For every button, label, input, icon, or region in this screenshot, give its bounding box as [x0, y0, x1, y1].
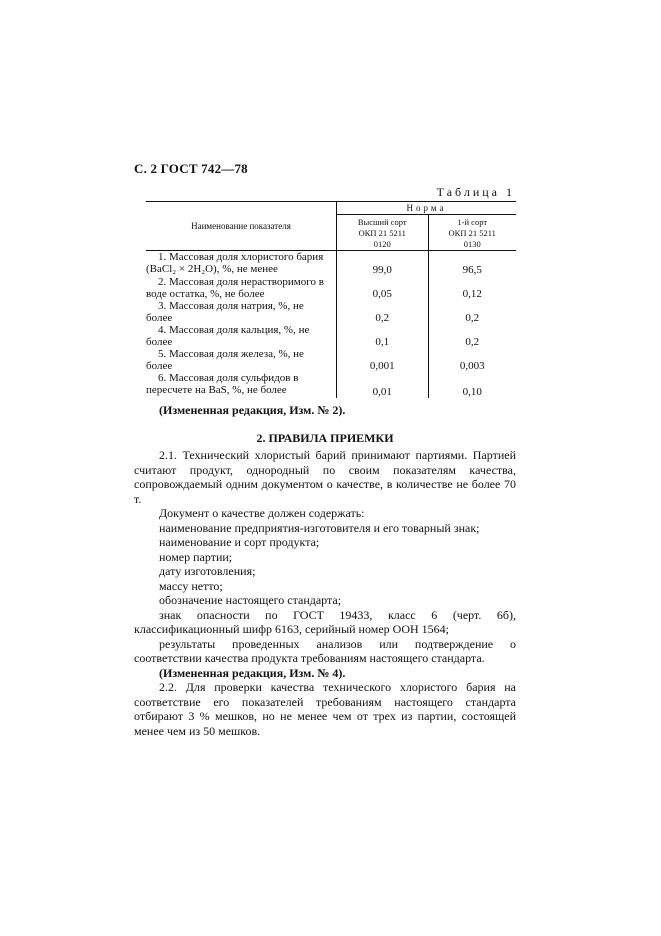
row-value-sort2: 96,5	[462, 263, 482, 276]
list-item: результаты проведенных анализов или подтверждение о соответствии качества продукта требованиям настоящего стандарта.	[134, 636, 516, 665]
list-item: знак опасности по ГОСТ 19433, класс 6 (черт. 6б), классификационный шифр 6163, серийный номер ООН 1564;	[134, 607, 516, 636]
row-value-sort1: 0,01	[337, 372, 429, 398]
row-value-sort1: 0,1	[337, 324, 429, 348]
col-header-norma: Норма	[337, 202, 517, 215]
list-item: наименование предприятия-изготовителя и его товарный знак;	[159, 520, 480, 535]
row-value-sort2: 0,12	[462, 287, 482, 300]
list-item: обозначение настоящего стандарта;	[159, 593, 342, 607]
table-row	[146, 348, 516, 372]
paragraph-2-2: 2.2. Для проверки качества технического хлористого бария на соответствие его показателей требованиям настоящего стандарта отбирают 3 % мешков, но не менее чем от трех из партии, состоящей менее чем из 50 мешков.	[134, 680, 516, 738]
list-item: номер партии;	[159, 549, 233, 564]
row-value-sort2: 0,2	[465, 335, 480, 348]
table-row	[146, 300, 516, 324]
col-header-sort1	[337, 215, 429, 251]
section-body	[134, 448, 516, 738]
edit-note-2: (Измененная редакция, Изм. № 4).	[159, 665, 346, 680]
quality-table	[146, 201, 516, 398]
row-name: 5. Массовая доля железа, %, не более	[146, 348, 337, 372]
paragraph-2-1: 2.1. Технический хлористый барий принимают партиями. Партией считают продукт, однородный по своим показателям качества, сопровождаемый одним документом о качестве, в количестве не более 70 т.	[134, 448, 516, 506]
doc-intro: Документ о качестве должен содержать:	[159, 506, 365, 520]
table-row	[146, 372, 516, 398]
col-header-name: Наименование показателя	[146, 202, 337, 251]
row-name: 1. Массовая доля хлористого бария (BaCl₂ × 2H₂O), %, не менее	[146, 251, 337, 276]
sort1-code: 0120	[373, 239, 391, 249]
row-value-sort1: 0,001	[337, 348, 429, 372]
list-item: дату изготовления;	[159, 564, 256, 578]
row-value-sort1: 99,0	[337, 251, 429, 276]
list-item: массу нетто;	[159, 578, 223, 593]
row-name: 2. Массовая доля нерастворимого в воде остатка, %, не более	[146, 276, 337, 300]
table-row	[146, 324, 516, 348]
section-title: 2. ПРАВИЛА ПРИЕМКИ	[256, 431, 394, 445]
table-row	[146, 276, 516, 300]
row-name: 3. Массовая доля натрия, %, не более	[146, 300, 337, 324]
sort1-okp: ОКП 21 5211	[358, 228, 406, 238]
sort2-okp: ОКП 21 5211	[448, 228, 496, 238]
row-name: 6. Массовая доля сульфидов в пересчете на BaS, %, не более	[146, 372, 337, 398]
sort2-code: 0130	[463, 239, 481, 249]
page-header: С. 2 ГОСТ 742—78	[134, 161, 248, 176]
list-item: наименование и сорт продукта;	[159, 535, 320, 549]
row-value-sort1: 0,2	[337, 300, 429, 324]
row-value-sort1: 0,05	[337, 276, 429, 300]
row-value-sort2: 0,10	[462, 385, 482, 398]
table-title: Таблица 1	[436, 185, 515, 199]
row-name: 4. Массовая доля кальция, %, не более	[146, 324, 337, 348]
sort1-grade: Высший сорт	[357, 217, 407, 227]
row-value-sort2: 0,2	[465, 311, 480, 324]
sort2-grade: 1-й сорт	[457, 217, 488, 227]
col-header-sort2	[428, 215, 516, 251]
row-value-sort2: 0,003	[459, 359, 485, 372]
edit-note-1: (Измененная редакция, Изм. № 2).	[159, 403, 346, 417]
table-row	[146, 251, 516, 276]
